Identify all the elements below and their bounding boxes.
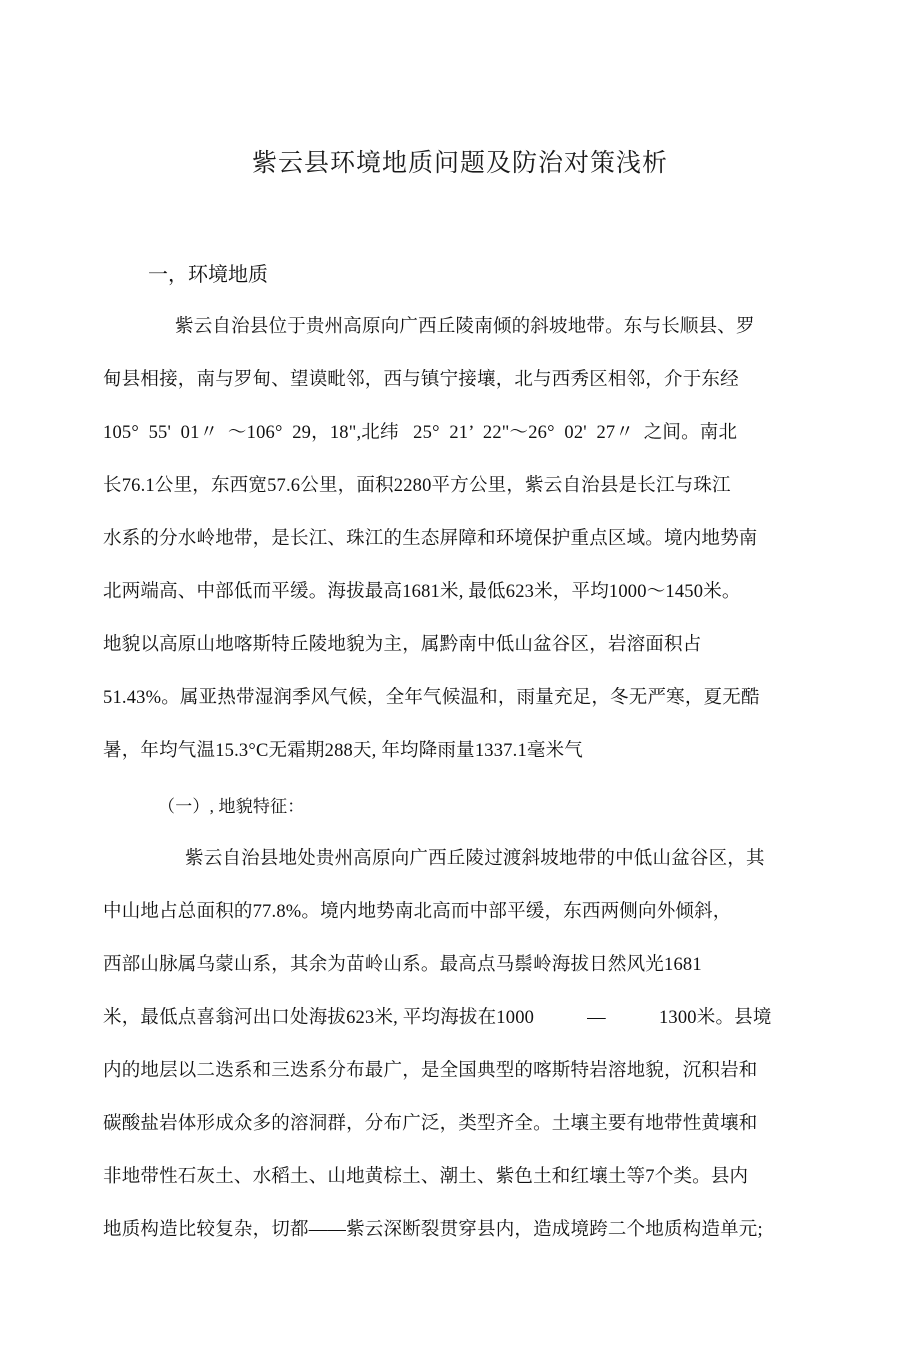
paragraph-line: 51.43%。属亚热带湿润季风气候，全年气候温和，雨量充足，冬无严寒，夏无酷 (103, 688, 760, 708)
paragraph-line: 长76.1公里，东西宽57.6公里，面积2280平方公里，紫云自治县是长江与珠江 (103, 476, 731, 496)
paragraph-line: 暑，年均气温15.3°C无霜期288天, 年均降雨量1337.1毫米气 (103, 741, 583, 761)
paragraph-line: 米，最低点喜翁河出口处海拔623米, 平均海拔在1000 — 1300米。县境 (103, 1008, 772, 1028)
paragraph-line: 地貌以高原山地喀斯特丘陵地貌为主，属黔南中低山盆谷区，岩溶面积占 (103, 635, 702, 655)
paragraph-line: 紫云自治县地处贵州高原向广西丘陵过渡斜坡地带的中低山盆谷区，其 (185, 849, 765, 869)
section-heading: 一，环境地质 (148, 264, 268, 286)
paragraph-line: 甸县相接，南与罗甸、望谟毗邻，西与镇宁接壤，北与西秀区相邻，介于东经 (103, 370, 739, 390)
paragraph-line: 非地带性石灰土、水稻土、山地黄棕土、潮土、紫色土和红壤土等7个类。县内 (103, 1167, 749, 1187)
paragraph-line: 地质构造比较复杂，切都——紫云深断裂贯穿县内，造成境跨二个地质构造单元; (103, 1220, 763, 1240)
paragraph-line: 105° 55' 01〃 ～106° 29，18",北纬 25° 21’ 22"～26° 02' 27〃 之间。南北 (103, 423, 738, 443)
paragraph-line: 紫云自治县位于贵州高原向广西丘陵南倾的斜坡地带。东与长顺县、罗 (175, 317, 755, 337)
document-title: 紫云县环境地质问题及防治对策浅析 (251, 150, 668, 177)
paragraph-line: 中山地占总面积的77.8%。境内地势南北高而中部平缓，东西两侧向外倾斜， (103, 902, 732, 922)
paragraph-line: 北两端高、中部低而平缓。海拔最高1681米, 最低623米，平均1000～1450米。 (103, 582, 741, 602)
subsection-heading: （一）, 地貌特征： (158, 797, 305, 816)
paragraph-line: 内的地层以二迭系和三迭系分布最广，是全国典型的喀斯特岩溶地貌，沉积岩和 (103, 1061, 758, 1081)
paragraph-line: 碳酸盐岩体形成众多的溶洞群，分布广泛，类型齐全。土壤主要有地带性黄壤和 (103, 1114, 758, 1134)
paragraph-line: 水系的分水岭地带，是长江、珠江的生态屏障和环境保护重点区域。境内地势南 (103, 529, 758, 549)
paragraph-line: 西部山脉属乌蒙山系，其余为苗岭山系。最高点马鬃岭海拔日然风光1681 (103, 955, 702, 975)
